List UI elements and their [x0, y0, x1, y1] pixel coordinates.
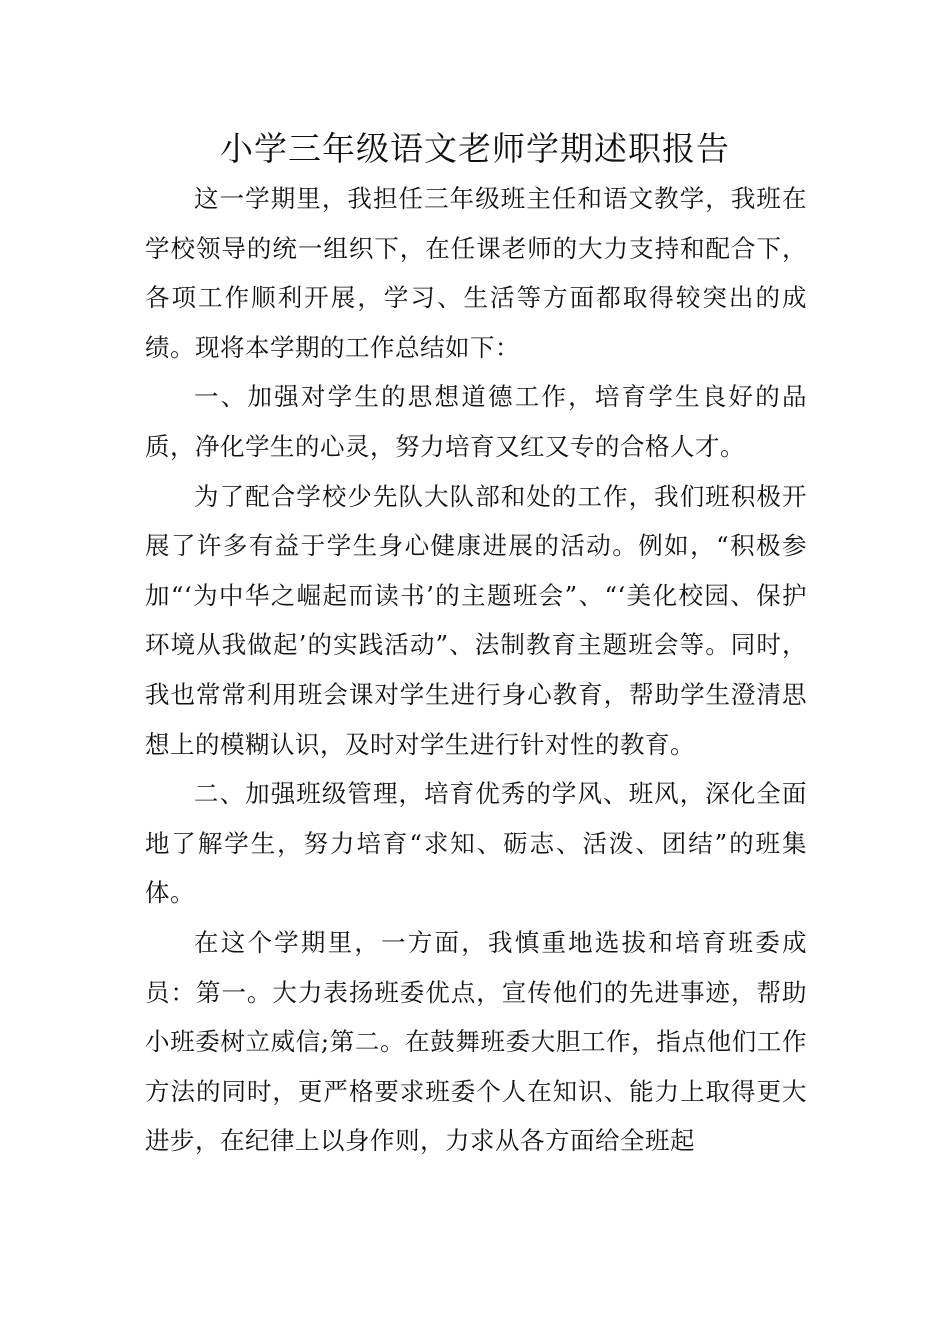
paragraph-intro: 这一学期里，我担任三年级班主任和语文教学，我班在学校领导的统一组织下，在任课老师的大力支持和配合下，各项工作顺利开展，学习、生活等方面都取得较突出的成绩。现将本学期的工作总结如下：	[145, 184, 807, 362]
paragraph-section-one-body: 为了配合学校少先队大队部和处的工作，我们班积极开展了许多有益于学生身心健康进展的活动。例如，“积极参加“‘为中华之崛起而读书’的主题班会”、“‘美化校园、保护环境从我做起’的实践活动”、法制教育主题班会等。同时，我也常常利用班会课对学生进行身心教育，帮助学生澄清思想上的模糊认识，及时对学生进行针对性的教育。	[145, 481, 807, 759]
document-title: 小学三年级语文老师学期述职报告	[220, 129, 730, 168]
paragraph-section-one-heading: 一、加强对学生的思想道德工作，培育学生良好的品质，净化学生的心灵，努力培育又红又专的合格人才。	[145, 382, 807, 461]
document-body	[145, 174, 807, 1166]
paragraph-section-two-heading: 二、加强班级管理，培育优秀的学风、班风，深化全面地了解学生，努力培育“求知、砺志、活泼、团结”的班集体。	[145, 779, 807, 908]
paragraph-section-two-body: 在这个学期里，一方面，我慎重地选拔和培育班委成员：第一。大力表扬班委优点，宣传他们的先进事迹，帮助小班委树立威信;第二。在鼓舞班委大胆工作，指点他们工作方法的同时，更严格要求班委个人在知识、能力上取得更大进步，在纪律上以身作则，力求从各方面给全班起	[145, 927, 807, 1156]
